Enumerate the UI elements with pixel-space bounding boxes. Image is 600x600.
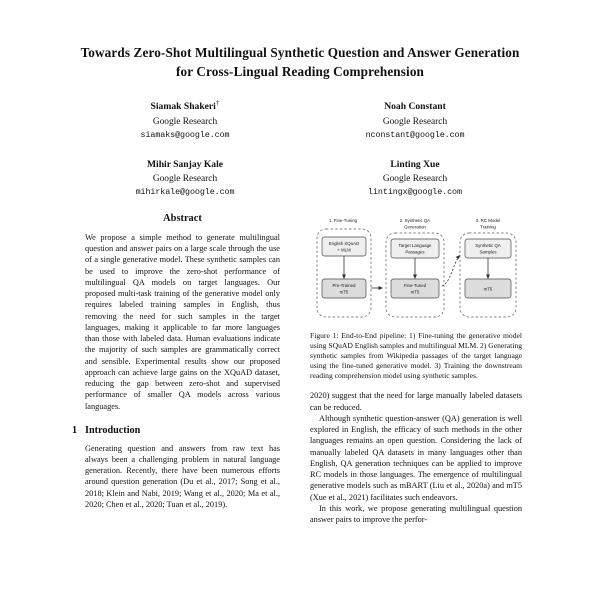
body-columns bbox=[0, 213, 600, 525]
title-block bbox=[0, 0, 600, 81]
author-entry bbox=[300, 156, 530, 200]
author-block bbox=[0, 98, 600, 212]
author-name bbox=[70, 156, 300, 173]
panel-3-title-line-2: Training bbox=[480, 224, 496, 230]
section-title: Introduction bbox=[85, 424, 141, 436]
panel-2-box-bottom-line-2: mT5 bbox=[410, 289, 420, 295]
left-column bbox=[0, 213, 300, 525]
author-email[interactable]: siamaks@google.com bbox=[140, 130, 230, 141]
panel-2-arrowhead bbox=[413, 275, 417, 280]
panel-1-box-top-line-2: + MLM bbox=[337, 247, 351, 253]
author-name-text: Mihir Sanjay Kale bbox=[146, 158, 224, 170]
section-heading-introduction bbox=[72, 424, 280, 436]
author-email[interactable]: mihirkale@google.com bbox=[135, 187, 235, 198]
panel-1-to-2-arrowhead bbox=[379, 286, 384, 290]
intro-paragraph-4: In this work, we propose generating multilingual question answer pairs to improve the perfor- bbox=[310, 503, 522, 525]
author-name bbox=[70, 98, 300, 115]
author-email[interactable]: lintingx@google.com bbox=[368, 187, 462, 198]
right-column bbox=[300, 213, 600, 525]
panel-3-box-top-line-1: Synthetic QA bbox=[475, 243, 501, 248]
page-title: Towards Zero-Shot Multilingual Synthetic Question and Answer Generation for Cross-Lingual Reading Comprehension bbox=[80, 45, 520, 79]
author-name bbox=[300, 156, 530, 173]
panel-3-title-line-1: 3. RC Model bbox=[475, 218, 501, 223]
author-email[interactable]: nconstant@google.com bbox=[365, 130, 465, 141]
pipeline-diagram bbox=[310, 213, 522, 325]
abstract-text: We propose a simple method to generate multilingual question and answer pairs on a large scale through the use of a single generative model. These synthetic samples can be used to improve the zero-shot performance of multilingual QA models on target languages. Our proposed multi-task training of the generative model only requires labeled training samples in English, thus removing the need for such samples in the target languages, making it applicable to far more languages than those with labeled data. Human evaluations indicate the majority of such samples are grammatically correct and sensible. Experimental results show our proposed approach can achieve large gains on the XQuAD dataset, reducing the gap between zero-shot and supervised performance of smaller QA models across various languages. bbox=[85, 233, 280, 411]
intro-paragraph-2-continued: 2020) suggest that the need for large manually labeled datasets can be reduced. bbox=[310, 391, 522, 412]
author-name-text: Noah Constant bbox=[384, 101, 446, 113]
panel-1-arrowhead bbox=[342, 275, 346, 280]
panel-1-box-bottom-line-2: mT5 bbox=[339, 289, 349, 295]
author-affiliation: Google Research bbox=[382, 117, 448, 128]
author-name bbox=[300, 98, 530, 115]
abstract-heading: Abstract bbox=[163, 213, 202, 224]
figure-caption: Figure 1: End-to-End pipeline: 1) Fine-tuning the generative model using SQuAD English samples and multilingual MLM. 2) Generating synthetic samples from Wikipedia passages of the target language using the fine-tuned generative model. 3) Training the downstream reading comprehension model using synthetic samples. bbox=[310, 331, 522, 381]
panel-2-box-bottom-line-1: Fine-Tuned bbox=[403, 283, 427, 288]
panel-2-box-top-line-1: Target Language bbox=[398, 243, 432, 248]
section-number: 1 bbox=[72, 424, 78, 436]
intro-paragraph-1: Generating question and answers from raw text has always been a challenging problem in natural language generation. Recently, there have been numerous efforts around question generation (Du et al., 2017; Song et al., 2018; Klein and Nabi, 2019; Wang et al., 2020; Ma et al., 2020; Chen et al., 2020; Tuan et al., 2019). bbox=[85, 443, 280, 509]
panel-3-arrowhead bbox=[486, 275, 490, 280]
author-affiliation: Google Research bbox=[152, 174, 218, 185]
author-entry bbox=[300, 98, 530, 142]
figure-1 bbox=[310, 213, 522, 381]
panel-2-title-line-2: Generation bbox=[404, 224, 426, 230]
panel-3-box-bottom-line-1: mT5 bbox=[483, 286, 493, 292]
intro-paragraph-3: Although synthetic question-answer (QA) generation is well explored in English, the efficacy of such methods in the other languages remains an open question. Considering the lack of manually labeled QA datasets in many languages other than English, QA generation techniques can be applied to improve RC models in those languages. The emergence of multilingual generative models such as mBART (Liu et al., 2020a) and mT5 (Xue et al., 2021) facilitates such endeavors. bbox=[310, 413, 522, 502]
author-affiliation: Google Research bbox=[382, 174, 448, 185]
panel-1-box-top-line-1: English SQuAD bbox=[328, 241, 360, 246]
author-name-text: Siamak Shakeri bbox=[150, 101, 216, 113]
author-dagger-icon: † bbox=[215, 99, 220, 108]
panel-2-title-line-1: 2. Synthetic QA bbox=[399, 218, 431, 223]
author-entry bbox=[70, 156, 300, 200]
panel-3-box-top-line-2: Samples bbox=[479, 249, 497, 255]
panel-1-title-line-1: 1. Fine-Tuning bbox=[328, 218, 358, 223]
author-affiliation: Google Research bbox=[152, 117, 218, 128]
panel-1-box-bottom-line-1: Pre-Trained bbox=[332, 283, 356, 288]
author-name-text: Linting Xue bbox=[390, 158, 440, 170]
column-spacer bbox=[310, 381, 522, 390]
panel-2-to-3-arrow bbox=[442, 258, 458, 286]
author-entry bbox=[70, 98, 300, 142]
panel-2-box-top-line-2: Passages bbox=[405, 249, 425, 255]
